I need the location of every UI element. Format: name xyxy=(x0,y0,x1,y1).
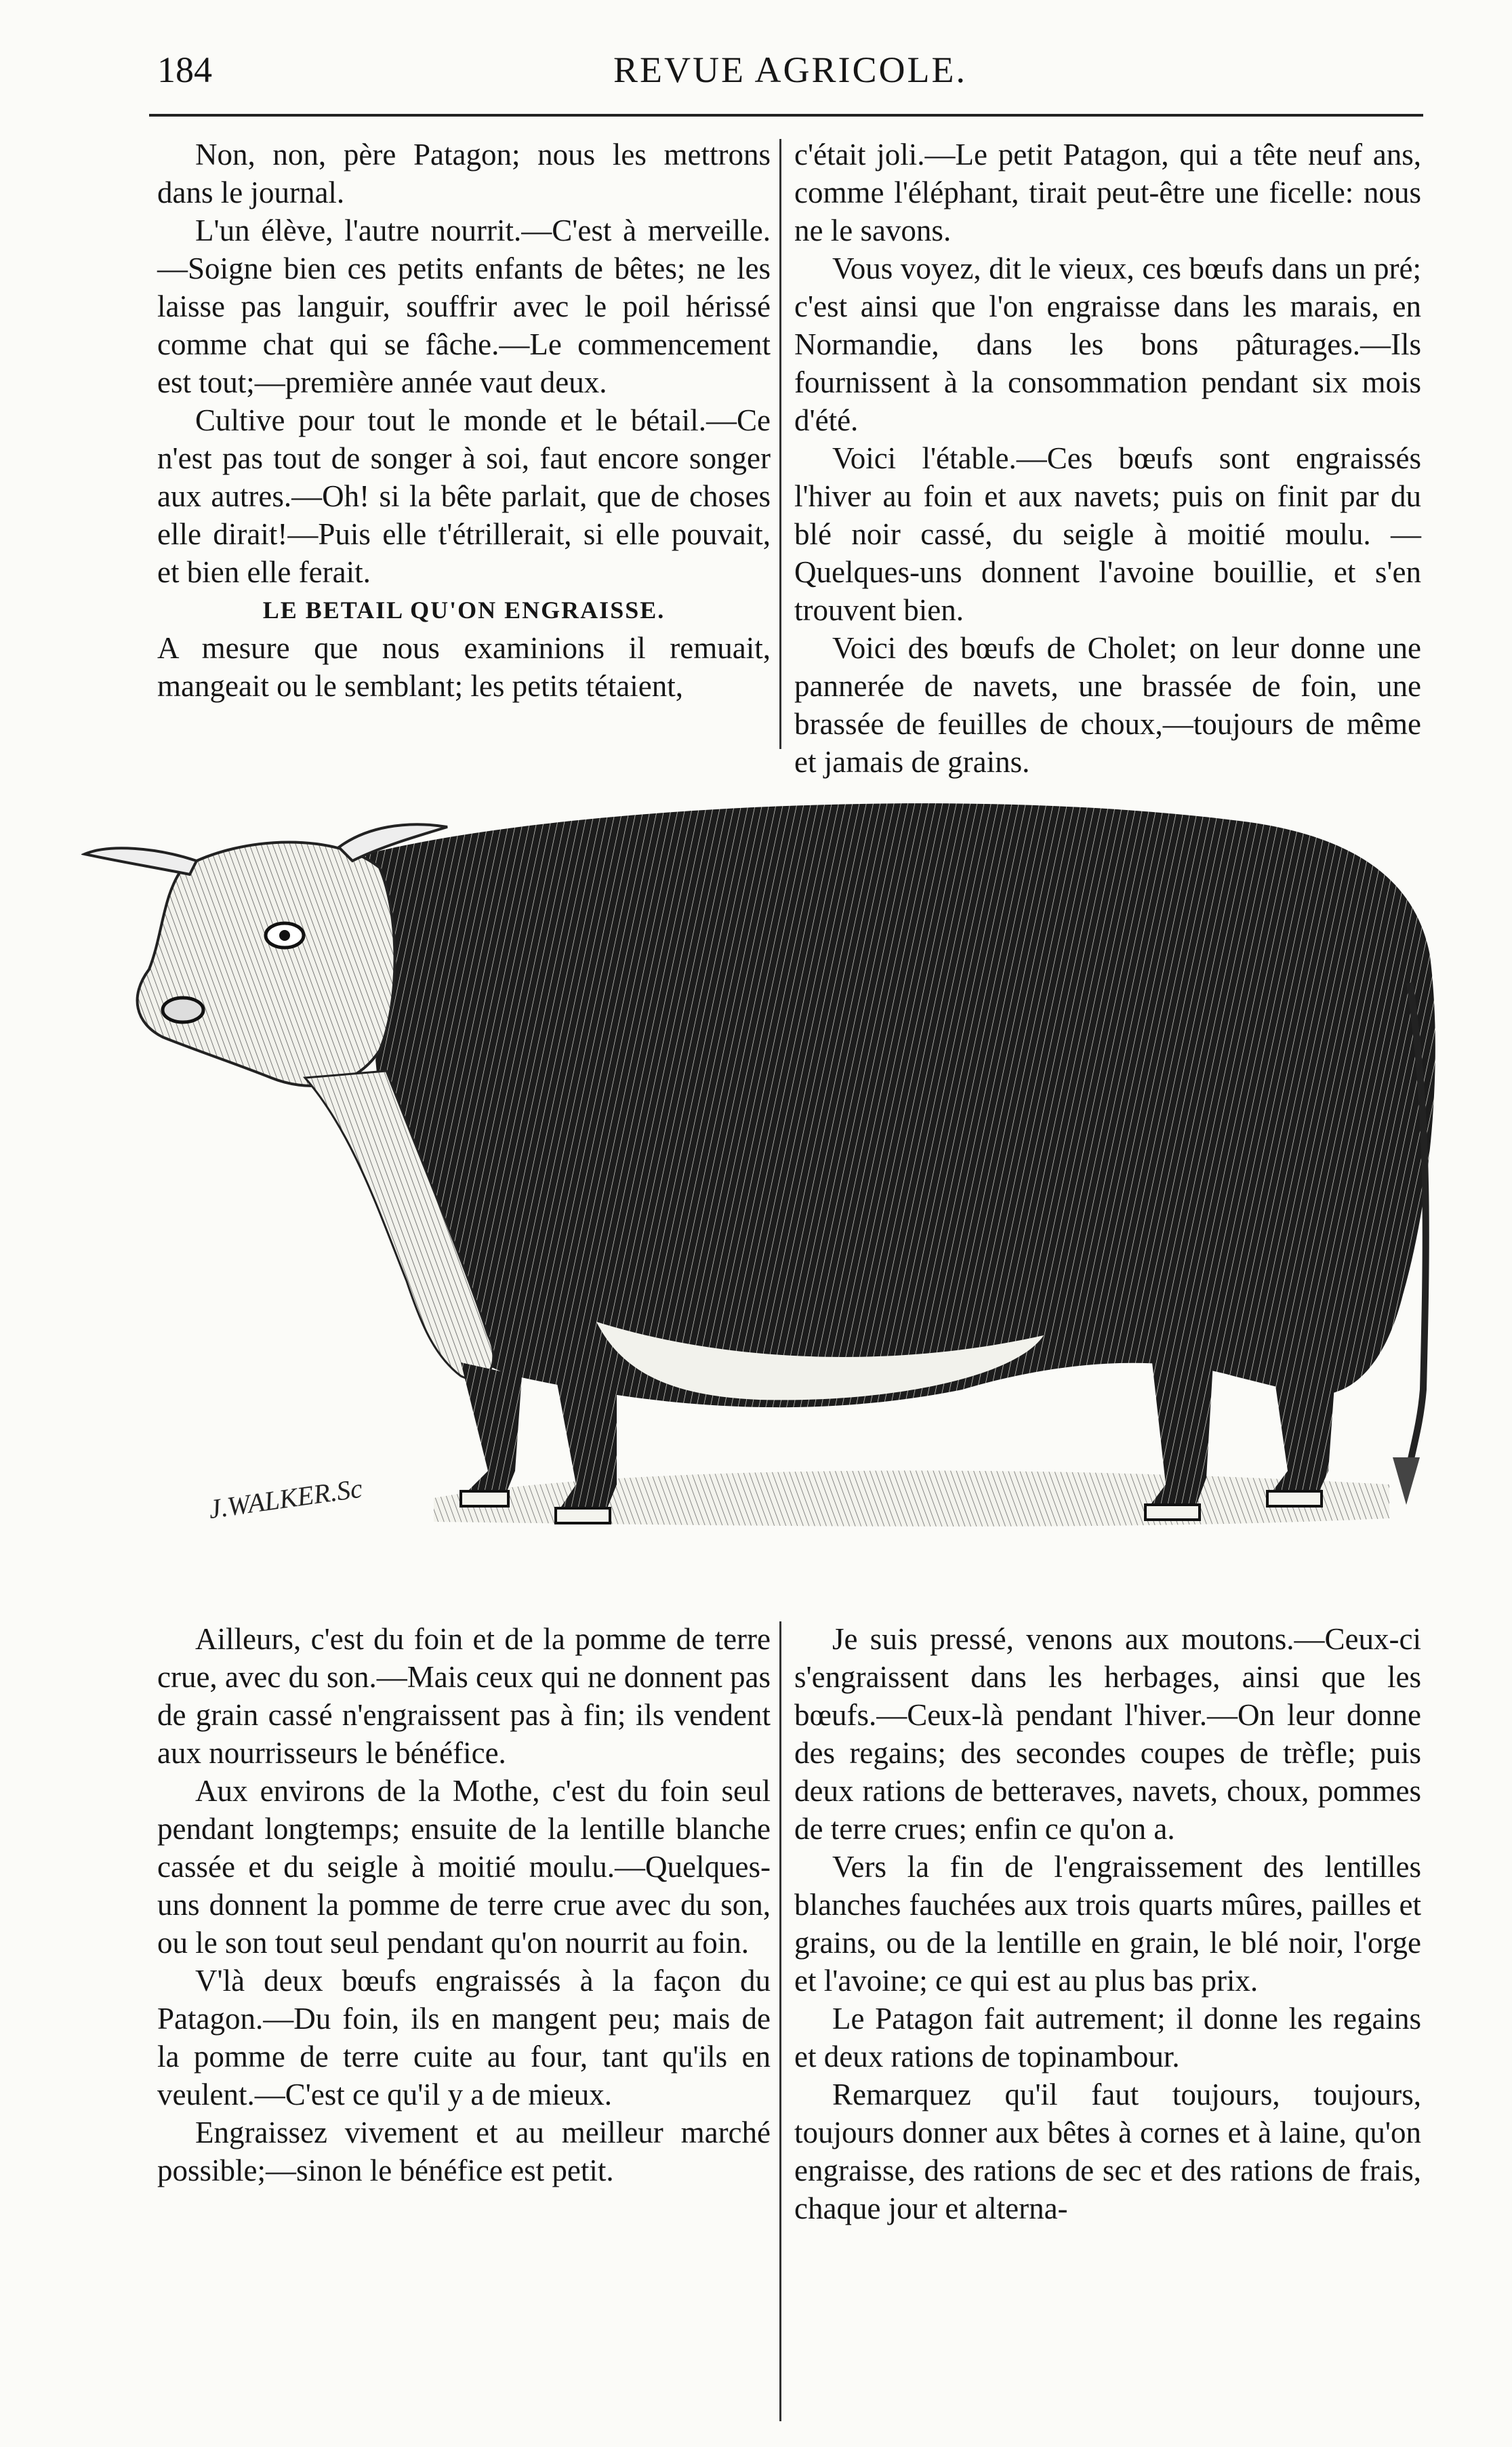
bull-head xyxy=(138,843,395,1086)
paragraph: Engraissez vivement et au meilleur marché possible;—sinon le bénéfice est petit. xyxy=(157,2116,771,2187)
paragraph: L'un élève, l'autre nourrit.—C'est à merveille.—Soigne bien ces petits enfants de bêtes; ne les laisse pas languir, souffrir avec le poil hérissé comme chat qui se fâche.—Le commencement est tout;—première année vaut deux. xyxy=(157,214,771,399)
paragraph: Remarquez qu'il faut toujours, toujours, toujours donner aux bêtes à cornes et à laine, qu'on engraisse, des rations de sec et des rations de frais, chaque jour et alterna- xyxy=(794,2078,1421,2225)
page-header xyxy=(157,49,1423,107)
column-top-right xyxy=(794,136,1421,781)
paragraph: Voici des bœufs de Cholet; on leur donne une pannerée de navets, une brassée de foin, une brassée de feuilles de choux,—toujours de même et jamais de grains. xyxy=(794,631,1421,779)
paragraph: Cultive pour tout le monde et le bétail.—Ce n'est pas tout de songer à soi, faut encore songer aux autres.—Oh! si la bête parlait, que de choses elle dirait!—Puis elle t'étrillerait, si elle pouvait, et bien elle ferait. xyxy=(157,403,771,589)
column-divider xyxy=(779,1621,781,2421)
paragraph: Non, non, père Patagon; nous les mettrons dans le journal. xyxy=(157,138,771,209)
engraver-signature: J.WALKER.Sc xyxy=(206,1472,365,1524)
column-divider xyxy=(779,139,781,749)
paragraph: Vous voyez, dit le vieux, ces bœufs dans un pré; c'est ainsi que l'on engraisse dans les marais, en Normandie, dans les bons pâturages.—Ils fournissent à la consommation pendant six mois d'été. xyxy=(794,251,1421,437)
paragraph: V'là deux bœufs engraissés à la façon du Patagon.—Du foin, ils en mangent peu; mais de la pomme de terre cuite au four, tant qu'ils en veulent.—C'est ce qu'il y a de mieux. xyxy=(157,1964,771,2111)
bull-body xyxy=(366,803,1435,1407)
section-heading: LE BETAIL QU'ON ENGRAISSE. xyxy=(262,596,666,624)
paragraph: A mesure que nous examinions il remuait, mangeait ou le semblant; les petits tétaient, xyxy=(157,631,771,703)
paragraph: Voici l'étable.—Ces bœufs sont engraissés l'hiver au foin et aux navets; puis on finit par du blé noir cassé, du seigle à moitié moulu. — Quelques-uns donnent l'avoine bouillie, et s'en trouvent bien. xyxy=(794,441,1421,627)
page-number: 184 xyxy=(157,49,212,90)
column-bottom-left xyxy=(157,1620,771,2189)
paragraph: c'était joli.—Le petit Patagon, qui a tête neuf ans, comme l'éléphant, tirait peut-être une ficelle: nous ne le savons. xyxy=(794,138,1421,247)
running-title: REVUE AGRICOLE. xyxy=(613,49,967,90)
paragraph: Aux environs de la Mothe, c'est du foin seul pendant longtemps; ensuite de la lentille blanche cassée et du seigle à moitié moulu.—Quelques-uns donnent la pomme de terre crue avec du son, ou le son tout seul pendant qu'on nourrit au foin. xyxy=(157,1774,771,1960)
nostril xyxy=(163,998,203,1022)
paragraph: Je suis pressé, venons aux moutons.—Ceux-ci s'engraissent dans les herbages, ainsi que les bœufs.—Ceux-là pendant l'hiver.—On leur donne des regains; des secondes coupes de trèfle; puis deux rations de betteraves, navets, choux, pommes de terre crues; enfin ce qu'on a. xyxy=(794,1622,1421,1846)
column-top-left xyxy=(157,136,771,705)
paragraph: Ailleurs, c'est du foin et de la pomme de terre crue, avec du son.—Mais ceux qui ne donnent pas de grain cassé n'engraissent pas à fin; ils vendent aux nourrisseurs le bénéfice. xyxy=(157,1622,771,1770)
header-rule xyxy=(149,114,1423,117)
column-bottom-right xyxy=(794,1620,1421,2227)
front-leg-left xyxy=(461,1362,522,1505)
paragraph: Vers la fin de l'engraissement des lentilles blanches fauchées aux trois quarts mûres, pailles et grains, ou de la lentille en grain, le blé noir, l'orge et l'avoine; ce qui est au plus bas prix. xyxy=(794,1850,1421,1998)
paragraph: Le Patagon fait autrement; il donne les regains et deux rations de topinambour. xyxy=(794,2002,1421,2074)
bull-engraving xyxy=(81,780,1444,1613)
horn-left xyxy=(85,848,197,874)
